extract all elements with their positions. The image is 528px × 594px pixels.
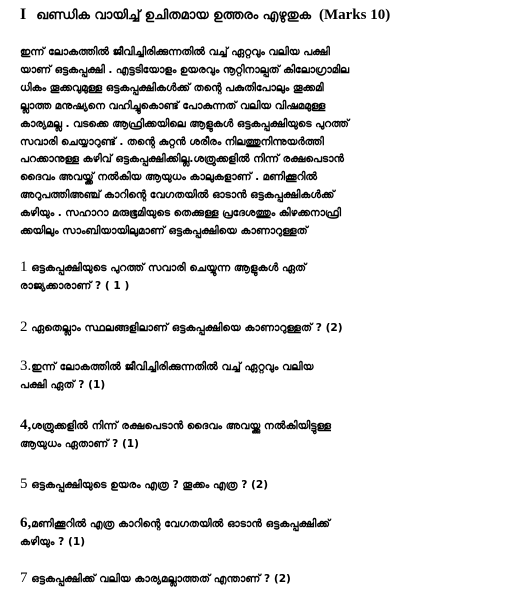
passage-line: കാര്യമല്ല . വടക്കെ ആഫ്രിക്കയിലെ ആളുകൾ ഒട്ടകപ്പക്ഷിയുടെ പുറത്ത്	[20, 117, 349, 130]
section-heading	[20, 6, 520, 25]
passage-line: ദൈവം അവയ്ക്ക് നൽകിയ ആയുധം കാലുകളാണ് . മണിക്കൂറിൽ	[20, 171, 318, 184]
question-text: ശത്രുക്കളിൽ നിന്ന് രക്ഷപെടാൻ ദൈവം അവയ്ക്കു നൽകിയിട്ടുള്ള	[31, 420, 332, 432]
passage-line: ഇന്ന് ലോകത്തിൽ ജീവിച്ചിരിക്കുന്നതിൽ വച്ച് ഏറ്റവും വലിയ പക്ഷി	[20, 46, 330, 58]
section-marks: (Marks 10)	[319, 7, 391, 23]
section-number: I	[20, 6, 27, 23]
question-text: മണിക്കൂറിൽ എത്ര കാറിന്റെ വേഗതയിൽ ഓടാൻ ഒട്ടകപ്പക്ഷിക്ക്	[31, 518, 330, 530]
passage-line: ധികം തൂക്കവുമുള്ള ഒട്ടകപ്പക്ഷികൾക്ക് തന്റെ പകുതിപോലും തൂക്കമി	[20, 81, 324, 94]
question-number: 1	[20, 259, 28, 275]
question-1	[20, 258, 512, 295]
passage-line: ക്കയിലും സാംബിയായിലുമാണ് ഒട്ടകപ്പക്ഷിയെ കാണാറുള്ളത്	[20, 225, 308, 238]
question-5	[20, 475, 512, 494]
question-text: ഇന്ന് ലോകത്തിൽ ജീവിച്ചിരിക്കുന്നതിൽ വച്ച് ഏറ്റവും വലിയ	[31, 361, 314, 373]
question-number: 4,	[20, 417, 32, 433]
question-text: കഴിയും ? (1)	[20, 536, 86, 548]
passage-line: പറക്കാനുള്ള കഴിവ് ഒട്ടകപ്പക്ഷിക്കില്ല.ശത്രുക്കളിൽ നിന്ന് രക്ഷപെടാൻ	[20, 153, 344, 166]
question-text: ഒട്ടകപ്പക്ഷിയുടെ ഉയരം എത്ര ? തൂക്കം എത്ര ? (2)	[31, 479, 269, 491]
question-4	[20, 416, 512, 453]
question-text: രാജ്യക്കാരാണ് ? ( 1 )	[20, 280, 130, 292]
question-text: ഏതെല്ലാം സ്ഥലങ്ങളിലാണ് ഒട്ടകപ്പക്ഷിയെ കാണാറുള്ളത് ? (2)	[31, 322, 343, 334]
question-number: 5	[20, 476, 28, 492]
question-number: 3.	[20, 358, 32, 374]
question-2	[20, 318, 512, 337]
question-text: പക്ഷി ഏത് ? (1)	[20, 379, 106, 391]
question-number: 2	[20, 319, 28, 335]
passage-line: ല്ലാത്ത മനുഷ്യനെ വഹിച്ചുകൊണ്ട് പോകുന്നത് വലിയ വിഷമമുള്ള	[20, 99, 326, 112]
passage-line: കഴിയും . സഹാറാ മരുഭൂമിയുടെ തെക്കുള്ള പ്രദേശത്തും കിഴക്കനാഫ്രി	[20, 207, 341, 220]
question-text: ഒട്ടകപ്പക്ഷിയുടെ പുറത്ത് സവാരി ചെയ്യുന്ന ആളുകൾ ഏത്	[31, 262, 307, 274]
reading-passage	[20, 44, 512, 241]
question-text: ആയുധം ഏതാണ് ? (1)	[20, 438, 139, 450]
question-6	[20, 514, 512, 551]
passage-line: സവാരി ചെയ്യാറുണ്ട് . തന്റെ കുറ്റൻ ശരീരം നിലത്തുനിന്നുയർത്തി	[20, 135, 324, 148]
question-3	[20, 357, 512, 394]
section-instruction: ഖണ്ഡിക വായിച്ച് ഉചിതമായ ഉത്തരം എഴുതുക	[36, 8, 311, 23]
passage-line: അറുപത്തിഅഞ്ച് കാറിന്റെ വേഗതയിൽ ഓടാൻ ഒട്ടകപ്പക്ഷികൾക്ക്	[20, 189, 335, 202]
question-number: 6,	[20, 515, 32, 531]
question-text: ഒട്ടകപ്പക്ഷിക്ക് വലിയ കാര്യമല്ലാത്തത് എന്താണ് ? (2)	[31, 573, 291, 585]
passage-line: യാണ് ഒട്ടകപ്പക്ഷി . എട്ടടിയോളം ഉയരവും നൂറ്റിനാല്പത് കിലോഗ്രാമില	[20, 63, 350, 76]
question-7	[20, 569, 512, 588]
question-number: 7	[20, 570, 28, 586]
